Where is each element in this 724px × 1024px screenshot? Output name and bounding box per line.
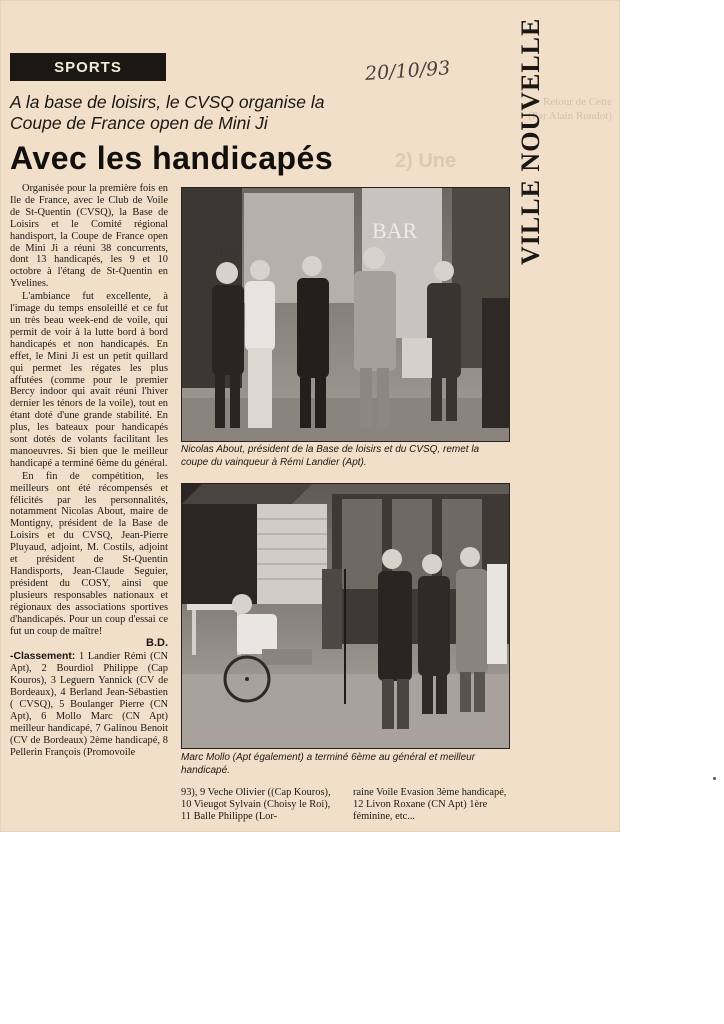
- bar-sign-right: BAR: [372, 218, 418, 243]
- signature: B.D.: [146, 637, 168, 650]
- article-body: [10, 183, 168, 760]
- caption-photo-1: Nicolas About, président de la Base de loisirs et du CVSQ, remet la coupe du vainqueur à Rémi Landier (Apt).: [181, 444, 480, 468]
- bleed-through-heading: 2) Une: [395, 150, 457, 172]
- paragraph: En fin de compétition, les meilleurs ont été récompensés et félicités par les personnalités, notamment Nicolas About, maire de Montigny, président de la Base de Loisirs et du CVSQ, Jean-Pierre Pluyaud, adjoint, M. Costils, adjoint et président de St-Quentin Handisports, Jean-Claude Seguier, président du COSY, ainsi que plusieurs responsables nationaux et régionaux des associations sportives d'handicapés. Pour un coup d'essai ce fut un coup de maître!: [10, 470, 168, 637]
- dust-speck: [713, 777, 716, 780]
- classement-label: -Classement:: [10, 651, 76, 663]
- photo-wheelchair-sailor-image: [182, 484, 509, 748]
- photo-wheelchair-sailor: [181, 483, 510, 749]
- bar-sign-left: BAR: [214, 243, 241, 258]
- photo-award-ceremony-image: [182, 188, 509, 441]
- classement-text: 1 Landier Rémi (CN Apt), 2 Bourdiol Philippe (Cap Kouros), 3 Leguern Yannick (CV de Bordeaux), 4 Berland Jean-Sébastien ( CVSQ), 5 Boulanger Pierre (CN Apt), 6 Mollo Marc (CN Apt) meilleur handicapé, 7 Galinou Benoit (CV de Bordeaux) 2ème handicapé, 8 Pellerin François (Promovoile: [10, 651, 168, 758]
- bleed-through-line: (Par Alain Rondot): [528, 110, 612, 122]
- classement: [10, 651, 168, 758]
- classement-continuation-col-1: 93), 9 Veche Olivier ((Cap Kouros), 10 Vieugot Sylvain (Choisy le Roi), 11 Balle Philippe (Lor-: [181, 787, 331, 822]
- headline: Avec les handicapés: [10, 140, 334, 176]
- handwritten-date: 20/10/93: [364, 57, 452, 85]
- paragraph: L'ambiance fut excellente, à l'image du temps ensoleillé et ce fut un très beau week-end de voile, qui permit de voir à la lutte bord à bord handicapés et non handicapés. En effet, le Mini Ji est un petit quillard qui permet les régates les plus affutées (comme pour le premier Bercy indoor qui avait réuni l'hiver dernier les ténors de la voile), tout en étant doté d'une grande stabilité. En plus, les bateaux pour handicapés sont dotés de volants facilitant les manoeuvres. Si bien que le meilleur handicapé a terminé 6ème du général.: [10, 291, 168, 469]
- masthead-text: VILLE NOUVELLE: [516, 17, 545, 265]
- subheadline: A la base de loisirs, le CVSQ organise la Coupe de France open de Mini Ji: [10, 92, 325, 133]
- masthead: [510, 17, 550, 270]
- section-badge: SPORTS: [10, 53, 166, 81]
- photo-award-ceremony: [181, 187, 510, 442]
- classement-continuation-col-2: raine Voile Evasion 3ème handicapé, 12 Livon Roxane (CN Apt) 1ère féminine, etc...: [353, 787, 507, 822]
- bleed-through-line: Retour de Cette: [542, 96, 612, 108]
- caption-photo-2: Marc Mollo (Apt également) a terminé 6ème au général et meilleur handicapé.: [181, 752, 476, 776]
- paragraph: Organisée pour la première fois en Ile de France, avec le Club de Voile de St-Quentin (CVSQ), la Base de Loisirs et le Comité régional handisport, la Coupe de France open de Mini Ji a réuni 38 concurrents, dont 13 handicapés, les 9 et 10 octobre à l'étang de St-Quentin en Yvelines.: [10, 183, 168, 290]
